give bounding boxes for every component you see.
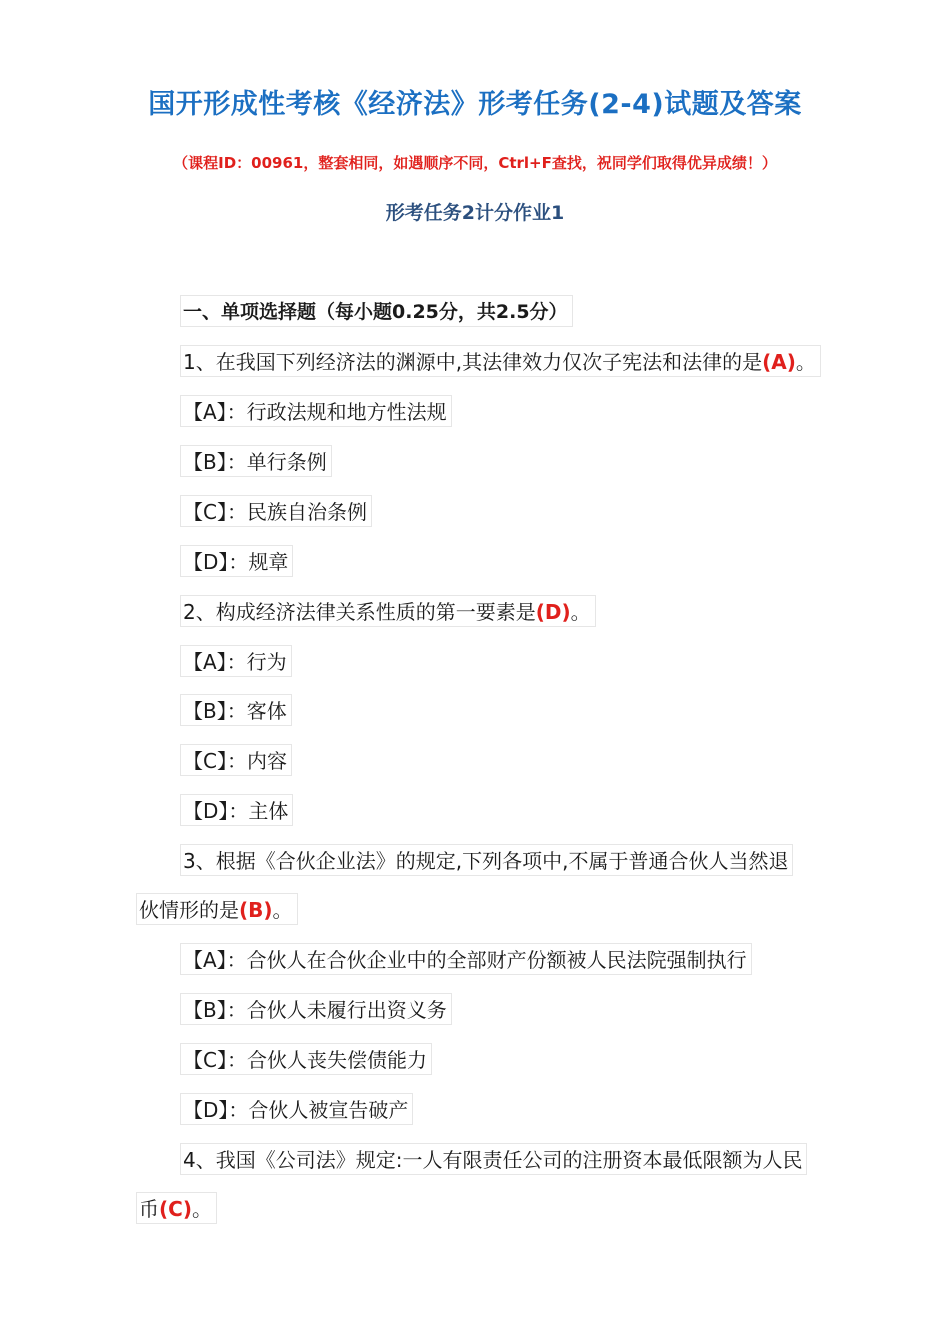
course-notice: （课程ID：00961，整套相同，如遇顺序不同，Ctrl+F查找，祝同学们取得优异成绩！） <box>173 154 777 172</box>
question-3-stem-line1: 3、根据《合伙企业法》的规定,下列各项中,不属于普通合伙人当然退 <box>180 844 793 876</box>
question-3-option-b: 【B】：合伙人未履行出资义务 <box>180 993 452 1025</box>
question-1-option-b: 【B】：单行条例 <box>180 445 332 477</box>
question-1-option-d: 【D】：规章 <box>180 545 293 577</box>
question-4-answer: (C) <box>159 1197 192 1221</box>
question-1-end: 。 <box>795 350 816 374</box>
question-2-answer: (D) <box>535 600 571 624</box>
question-4-stem-line2 <box>136 1192 217 1224</box>
question-2-option-a: 【A】：行为 <box>180 645 292 677</box>
question-4-end: 。 <box>191 1197 212 1221</box>
question-3-text: 伙情形的是 <box>139 898 239 922</box>
question-1-answer: (A) <box>762 350 796 374</box>
question-3-option-d: 【D】：合伙人被宣告破产 <box>180 1093 413 1125</box>
question-3-stem-line2 <box>136 893 298 925</box>
question-3-end: 。 <box>272 898 293 922</box>
question-1-option-a: 【A】：行政法规和地方性法规 <box>180 395 452 427</box>
question-4-stem-line1: 4、我国《公司法》规定:一人有限责任公司的注册资本最低限额为人民 <box>180 1143 807 1175</box>
question-3-option-a: 【A】：合伙人在合伙企业中的全部财产份额被人民法院强制执行 <box>180 943 752 975</box>
question-4-text: 币 <box>139 1197 159 1221</box>
question-2-option-d: 【D】：主体 <box>180 794 293 826</box>
section-heading: 一、单项选择题（每小题0.25分，共2.5分） <box>180 295 573 327</box>
question-1-text: 1、在我国下列经济法的渊源中,其法律效力仅次子宪法和法律的是 <box>183 350 763 374</box>
assignment-subtitle: 形考任务2计分作业1 <box>385 202 565 224</box>
question-3-option-c: 【C】：合伙人丧失偿债能力 <box>180 1043 432 1075</box>
question-2-end: 。 <box>570 600 591 624</box>
question-1-stem <box>180 345 821 377</box>
question-1-option-c: 【C】：民族自治条例 <box>180 495 372 527</box>
question-2-text: 2、构成经济法律关系性质的第一要素是 <box>183 600 536 624</box>
question-2-stem <box>180 595 596 627</box>
question-3-answer: (B) <box>239 898 273 922</box>
question-2-option-c: 【C】：内容 <box>180 744 292 776</box>
document-title: 国开形成性考核《经济法》形考任务(2-4)试题及答案 <box>148 89 802 120</box>
question-2-option-b: 【B】：客体 <box>180 694 292 726</box>
